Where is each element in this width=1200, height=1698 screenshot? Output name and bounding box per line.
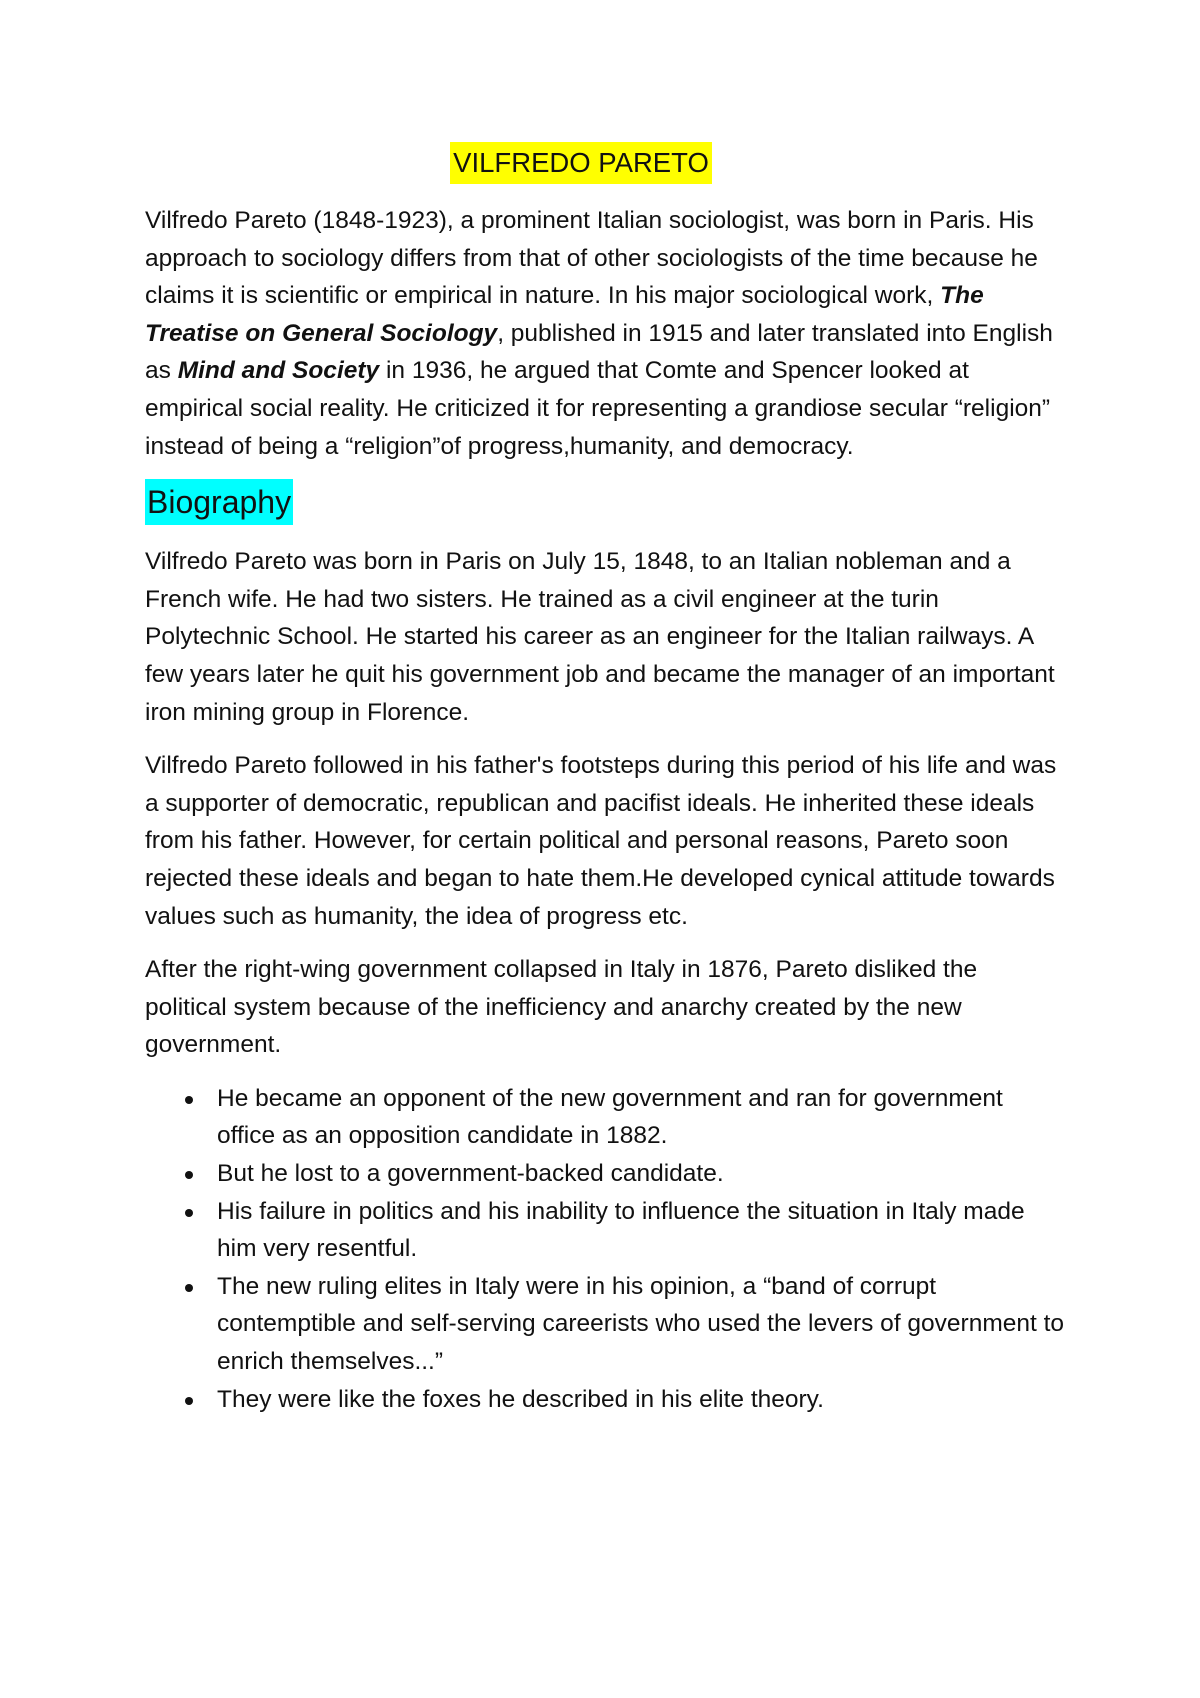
- list-item-text: They were like the foxes he described in his elite theory.: [217, 1385, 824, 1413]
- list-item: [145, 1080, 1065, 1155]
- bullet-icon: [185, 1397, 193, 1405]
- list-item-text: But he lost to a government-backed candidate.: [217, 1160, 724, 1188]
- document-page: [145, 142, 1065, 1418]
- list-item: [145, 1381, 1065, 1419]
- list-item: [145, 1268, 1065, 1381]
- intro-paragraph: [145, 202, 1065, 465]
- document-title: VILFREDO PARETO: [450, 142, 712, 184]
- biography-paragraph-3: After the right-wing government collapsed in Italy in 1876, Pareto disliked the political system because of the inefficiency and anarchy created by the new government.: [145, 956, 978, 1059]
- intro-text-1: Vilfredo Pareto (1848-1923), a prominent Italian sociologist, was born in Paris. His approach to sociology differs from that of other sociologists of the time because he claims it is scientific or empirical in nature. In his major sociological work,: [145, 207, 1038, 310]
- bullet-list: [145, 1080, 1065, 1418]
- biography-paragraph-2: Vilfredo Pareto followed in his father's footsteps during this period of his life and was a supporter of democratic, republican and pacifist ideals. He inherited these ideals from his father. However, for certain political and personal reasons, Pareto soon rejected these ideals and began to hate them.He developed cynical attitude towards values such as humanity, the idea of progress etc.: [145, 752, 1057, 930]
- section-heading-biography: Biography: [145, 479, 293, 525]
- list-item-text: The new ruling elites in Italy were in his opinion, a “band of corrupt contemptible and self-serving careerists who used the levers of government to enrich themselves...”: [217, 1272, 1065, 1376]
- list-item-text: His failure in politics and his inability to influence the situation in Italy made him very resentful.: [217, 1197, 1025, 1263]
- intro-text-3: in 1936, he argued that Comte and Spencer looked at empirical social reality. He criticized it for representing a grandiose secular “religion” instead of being a “religion”of progress,humanity, and democracy.: [145, 357, 1051, 460]
- section-heading-block: [145, 479, 1065, 529]
- work-title-treatise: The Treatise on General Sociology: [145, 282, 984, 347]
- list-item: [145, 1193, 1065, 1268]
- list-item: [145, 1155, 1065, 1193]
- title-block: [145, 142, 1065, 188]
- bullet-icon: [185, 1171, 193, 1179]
- list-item-text: He became an opponent of the new government and ran for government office as an opposition candidate in 1882.: [217, 1084, 1003, 1150]
- intro-text-2: , published in 1915 and later translated into English as: [145, 319, 1053, 385]
- biography-paragraph-1: Vilfredo Pareto was born in Paris on July 15, 1848, to an Italian nobleman and a French wife. He had two sisters. He trained as a civil engineer at the turin Polytechnic School. He started his career as an engineer for the Italian railways. A few years later he quit his government job and became the manager of an important iron mining group in Florence.: [145, 548, 1055, 726]
- bullet-icon: [185, 1284, 193, 1292]
- work-title-mind-and-society: Mind and Society: [177, 357, 380, 385]
- bullet-icon: [185, 1209, 193, 1217]
- bullet-icon: [185, 1096, 193, 1104]
